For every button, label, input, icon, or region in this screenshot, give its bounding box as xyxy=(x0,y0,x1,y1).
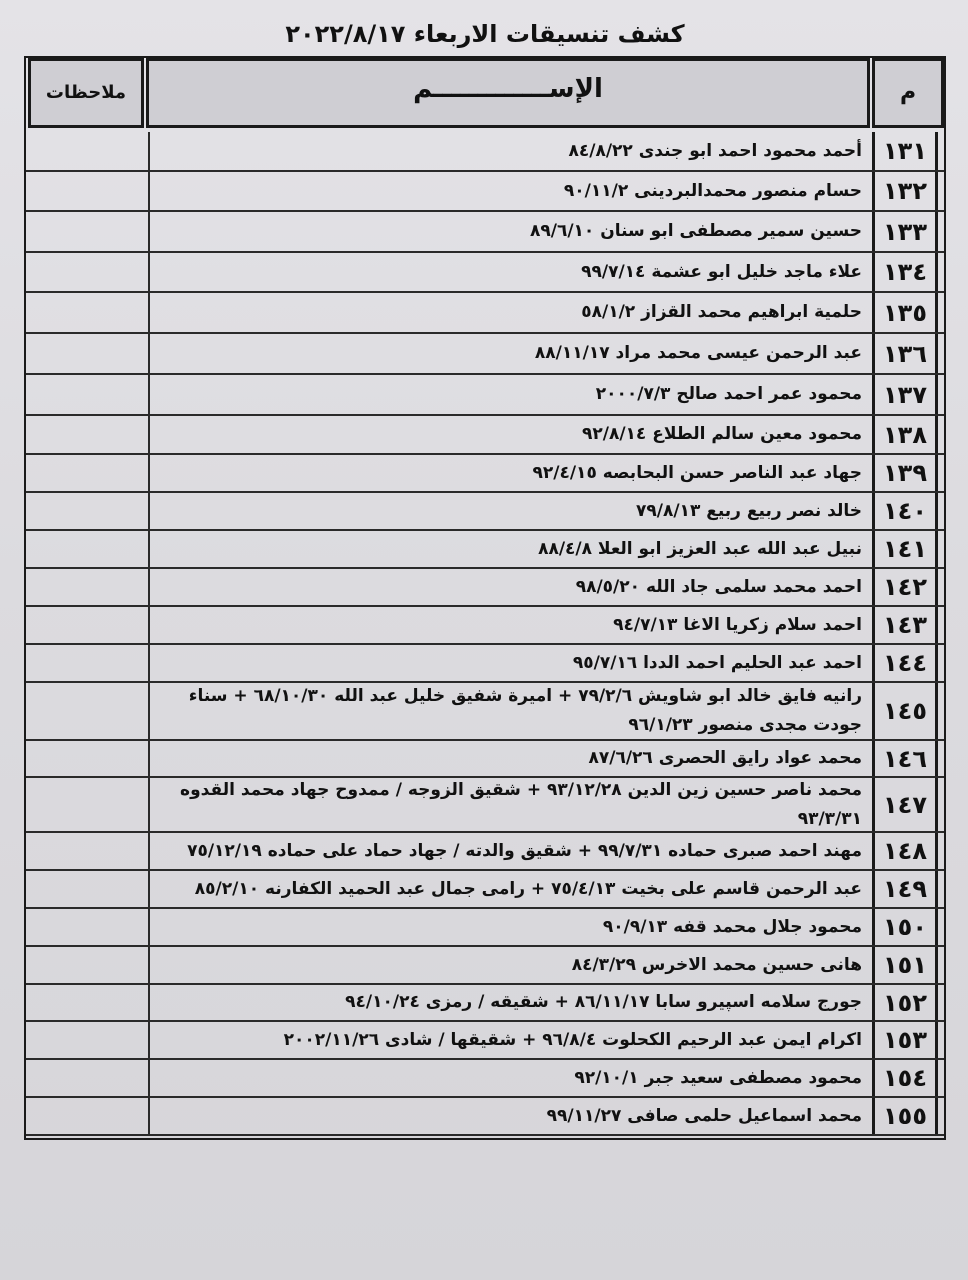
row-name: أحمد محمود احمد ابو جندى ٨٤/٨/٢٢ xyxy=(568,140,862,161)
row-name-cell xyxy=(148,683,870,739)
row-number: ١٤٦ xyxy=(872,741,938,776)
row-name: محمود معين سالم الطلاع ٩٢/٨/١٤ xyxy=(581,424,862,444)
row-name-cell xyxy=(148,531,870,567)
row-notes xyxy=(26,607,146,643)
row-number: ١٤٢ xyxy=(872,569,938,605)
table-row xyxy=(26,1022,944,1060)
row-name: محمد اسماعيل حلمى صافى ٩٩/١١/٢٧ xyxy=(546,1105,862,1126)
table-body xyxy=(26,132,944,1136)
row-name-cell xyxy=(148,253,870,291)
row-number: ١٣٢ xyxy=(872,172,938,210)
row-notes xyxy=(26,947,146,983)
table-row xyxy=(26,741,944,778)
row-number: ١٥٠ xyxy=(872,909,938,945)
table-row xyxy=(26,871,944,909)
row-notes xyxy=(26,985,146,1020)
row-number: ١٣٣ xyxy=(872,212,938,251)
table-row xyxy=(26,833,944,871)
row-notes xyxy=(26,1098,146,1134)
row-notes xyxy=(26,375,146,414)
row-name: جورج سلامه اسپيرو سابا ٨٦/١١/١٧ + شقيقه / رمزى ٩٤/١٠/٢٤ xyxy=(345,992,862,1012)
row-notes xyxy=(26,493,146,529)
header-number: م xyxy=(872,58,944,128)
row-name: محمود جلال محمد قفه ٩٠/٩/١٣ xyxy=(602,916,862,937)
row-name: محمد ناصر حسين زين الدين ٩٣/١٢/٢٨ + شقيق الزوجه / ممدوح جهاد محمد القدوه ٩٣/٣/٣١ xyxy=(180,779,862,829)
row-number: ١٤١ xyxy=(872,531,938,567)
row-name-cell xyxy=(148,212,870,251)
table-row xyxy=(26,1098,944,1136)
row-number: ١٣٤ xyxy=(872,253,938,291)
row-notes xyxy=(26,416,146,453)
row-name: رانيه فايق خالد ابو شاويش ٧٩/٢/٦ + اميرة شفيق خليل عبد الله ٦٨/١٠/٣٠ + سناء جودت مجدى منصور ٩٦/١/٢٣ xyxy=(188,686,862,735)
row-number: ١٥١ xyxy=(872,947,938,983)
row-notes xyxy=(26,455,146,491)
row-name-cell xyxy=(148,334,870,373)
row-name-cell xyxy=(148,1022,870,1058)
row-name-cell xyxy=(148,416,870,453)
row-name-cell xyxy=(148,741,870,776)
row-notes xyxy=(26,833,146,869)
row-notes xyxy=(26,293,146,332)
row-name: حسين سمير مصطفى ابو سنان ٨٩/٦/١٠ xyxy=(529,221,862,241)
row-number: ١٣٨ xyxy=(872,416,938,453)
table-row xyxy=(26,455,944,493)
page-title: كشف تنسيقات الاربعاء ٢٠٢٢/٨/١٧ xyxy=(285,20,685,48)
table-row xyxy=(26,683,944,741)
names-table xyxy=(24,56,946,1140)
row-number: ١٥٢ xyxy=(872,985,938,1020)
table-row xyxy=(26,909,944,947)
table-row xyxy=(26,493,944,531)
row-name-cell xyxy=(148,645,870,681)
table-row xyxy=(26,607,944,645)
row-name: احمد عبد الحليم احمد الددا ٩٥/٧/١٦ xyxy=(572,652,862,673)
row-name: اكرام ايمن عبد الرحيم الكحلوت ٩٦/٨/٤ + شقيقها / شادى ٢٠٠٢/١١/٢٦ xyxy=(283,1029,862,1050)
row-name: محمود مصطفى سعيد جبر ٩٢/١٠/١ xyxy=(574,1067,862,1088)
row-number: ١٥٤ xyxy=(872,1060,938,1096)
row-name-cell xyxy=(148,947,870,983)
header-notes: ملاحظات xyxy=(28,58,144,128)
row-notes xyxy=(26,1060,146,1096)
row-notes xyxy=(26,1022,146,1058)
row-name-cell xyxy=(148,1060,870,1096)
row-name-cell xyxy=(148,375,870,414)
row-number: ١٤٩ xyxy=(872,871,938,907)
table-row xyxy=(26,645,944,683)
row-notes xyxy=(26,132,146,170)
table-row xyxy=(26,985,944,1022)
row-number: ١٤٥ xyxy=(872,683,938,739)
row-name: نبيل عبد الله عبد العزيز ابو العلا ٨٨/٤/٨ xyxy=(538,538,862,559)
row-number: ١٤٤ xyxy=(872,645,938,681)
table-row xyxy=(26,132,944,172)
row-name-cell xyxy=(148,985,870,1020)
row-notes xyxy=(26,741,146,776)
row-notes xyxy=(26,531,146,567)
row-name-cell xyxy=(148,455,870,491)
table-row xyxy=(26,531,944,569)
row-notes xyxy=(26,569,146,605)
row-name-cell xyxy=(148,132,870,170)
table-row xyxy=(26,375,944,416)
table-row xyxy=(26,569,944,607)
row-notes xyxy=(26,253,146,291)
header-name: الإســـــــــــــم xyxy=(146,58,870,128)
row-number: ١٤٠ xyxy=(872,493,938,529)
row-number: ١٤٧ xyxy=(872,778,938,831)
row-notes xyxy=(26,334,146,373)
row-name: محمود عمر احمد صالح ٢٠٠٠/٧/٣ xyxy=(595,384,862,404)
table-row xyxy=(26,334,944,375)
row-name: خالد نصر ربيع ربيع ٧٩/٨/١٣ xyxy=(636,500,862,521)
row-number: ١٣٩ xyxy=(872,455,938,491)
row-number: ١٣٧ xyxy=(872,375,938,414)
row-name: احمد سلام زكريا الاغا ٩٤/٧/١٣ xyxy=(613,614,862,635)
table-row xyxy=(26,293,944,334)
row-number: ١٥٥ xyxy=(872,1098,938,1134)
row-name: هانى حسين محمد الاخرس ٨٤/٣/٢٩ xyxy=(571,954,862,975)
table-row xyxy=(26,172,944,212)
table-row xyxy=(26,416,944,455)
row-notes xyxy=(26,871,146,907)
row-notes xyxy=(26,172,146,210)
row-number: ١٣٦ xyxy=(872,334,938,373)
row-name-cell xyxy=(148,871,870,907)
row-number: ١٣١ xyxy=(872,132,938,170)
row-name-cell xyxy=(148,493,870,529)
row-name: محمد عواد رايق الحصرى ٨٧/٦/٢٦ xyxy=(588,748,862,768)
row-name-cell xyxy=(148,172,870,210)
row-name: حسام منصور محمدالبردينى ٩٠/١١/٢ xyxy=(563,180,862,201)
table-row xyxy=(26,212,944,253)
row-number: ١٤٣ xyxy=(872,607,938,643)
table-row xyxy=(26,947,944,985)
table-row xyxy=(26,1060,944,1098)
row-notes xyxy=(26,645,146,681)
row-notes xyxy=(26,683,146,739)
row-name-cell xyxy=(148,569,870,605)
row-name: علاء ماجد خليل ابو عشمة ٩٩/٧/١٤ xyxy=(581,261,862,282)
table-row xyxy=(26,778,944,833)
row-name: احمد محمد سلمى جاد الله ٩٨/٥/٢٠ xyxy=(575,576,862,597)
row-number: ١٤٨ xyxy=(872,833,938,869)
row-name-cell xyxy=(148,778,870,831)
row-notes xyxy=(26,909,146,945)
row-name: جهاد عبد الناصر حسن البحابصه ٩٢/٤/١٥ xyxy=(532,462,862,483)
row-name: عبد الرحمن قاسم على بخيت ٧٥/٤/١٣ + رامى جمال عبد الحميد الكفارنه ٨٥/٢/١٠ xyxy=(194,878,862,899)
table-row xyxy=(26,253,944,293)
row-name-cell xyxy=(148,607,870,643)
row-name: مهند احمد صبرى حماده ٩٩/٧/٣١ + شقيق والدته / جهاد حماد على حماده ٧٥/١٢/١٩ xyxy=(187,840,862,861)
row-name: عبد الرحمن عيسى محمد مراد ٨٨/١١/١٧ xyxy=(534,343,862,363)
row-number: ١٣٥ xyxy=(872,293,938,332)
row-number: ١٥٣ xyxy=(872,1022,938,1058)
row-name: حلمية ابراهيم محمد القزاز ٥٨/١/٢ xyxy=(581,302,862,322)
row-notes xyxy=(26,212,146,251)
row-name-cell xyxy=(148,293,870,332)
row-name-cell xyxy=(148,909,870,945)
row-notes xyxy=(26,778,146,831)
row-name-cell xyxy=(148,833,870,869)
row-name-cell xyxy=(148,1098,870,1134)
